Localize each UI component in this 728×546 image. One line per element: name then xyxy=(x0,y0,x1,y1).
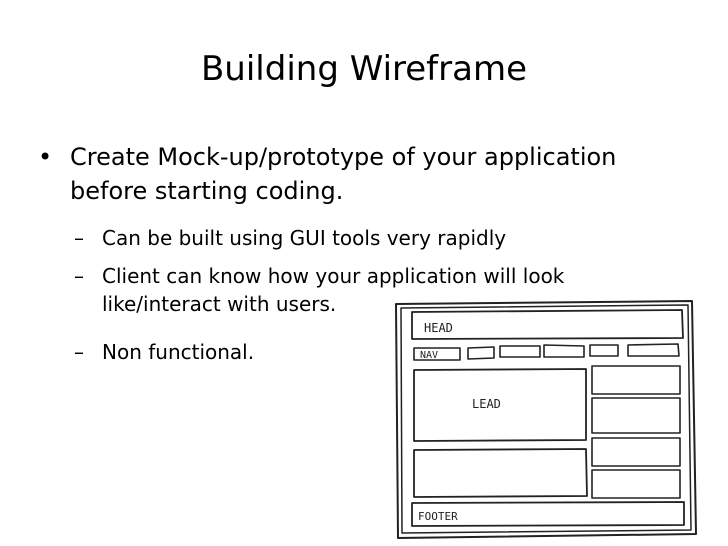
wireframe-drawing xyxy=(392,298,702,540)
wireframe-nav-item xyxy=(544,345,584,357)
sub-bullet-marker: – xyxy=(74,264,84,288)
wireframe-nav-item xyxy=(590,345,618,356)
wireframe-sketch xyxy=(392,298,702,540)
wireframe-nav-item xyxy=(628,344,679,356)
wireframe-content-box xyxy=(414,449,587,497)
wireframe-header-label: HEAD xyxy=(424,321,453,335)
sub-bullet-marker: – xyxy=(74,226,84,250)
main-bullet xyxy=(38,140,698,208)
sub-bullet-text: Can be built using GUI tools very rapidly xyxy=(102,226,507,250)
wireframe-side-box xyxy=(592,398,680,433)
main-bullet-text: Create Mock-up/prototype of your application before starting coding. xyxy=(70,143,617,205)
wireframe-nav-item xyxy=(500,346,540,357)
sub-bullet-text: Client can know how your application will look like/interact with users. xyxy=(102,264,565,316)
wireframe-side-box xyxy=(592,470,680,498)
slide-title: Building Wireframe xyxy=(200,49,528,89)
wireframe-side-box xyxy=(592,438,680,466)
wireframe-lead-label: LEAD xyxy=(472,397,501,411)
bullet-marker: • xyxy=(38,143,53,171)
wireframe-footer-label: FOOTER xyxy=(418,510,458,523)
wireframe-side-box xyxy=(592,366,680,394)
wireframe-nav-label: NAV xyxy=(420,350,439,361)
sub-bullet-gui-tools xyxy=(74,224,674,252)
sub-bullet-marker: – xyxy=(74,340,84,364)
sub-bullet-text: Non functional. xyxy=(102,340,255,364)
wireframe-nav-item xyxy=(468,347,494,359)
